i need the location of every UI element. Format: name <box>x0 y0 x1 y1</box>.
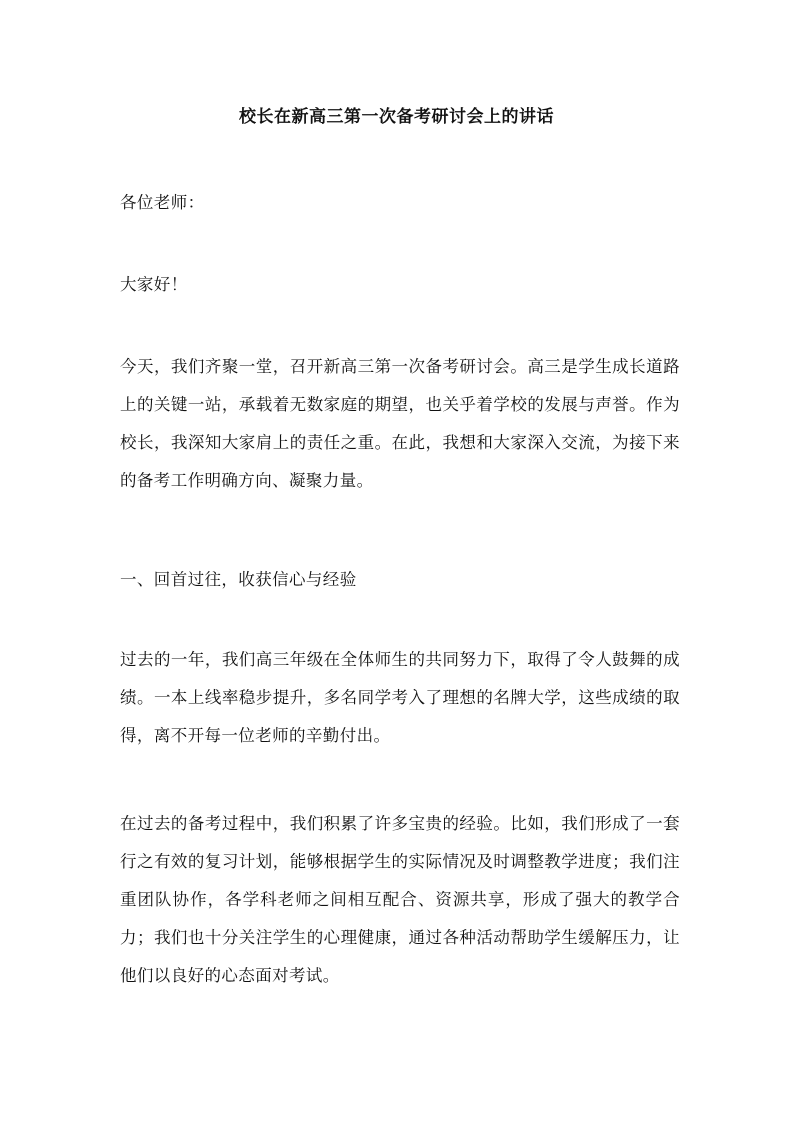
salutation: 各位老师： <box>120 193 205 212</box>
paragraph-opening: 今天，我们齐聚一堂，召开新高三第一次备考研讨会。高三是学生成长道路上的关键一站，承载着无数家庭的期望，也关乎着学校的发展与声誉。作为校长，我深知大家肩上的责任之重。在此，我想和大家深入交流，为接下来的备考工作明确方向、凝聚力量。 <box>120 357 680 490</box>
paragraph-achievements: 过去的一年，我们高三年级在全体师生的共同努力下，取得了令人鼓舞的成绩。一本上线率稳步提升，多名同学考入了理想的名牌大学，这些成绩的取得，离不开每一位老师的辛勤付出。 <box>120 650 680 745</box>
section-heading-1: 一、回首过往，收获信心与经验 <box>120 570 357 589</box>
paragraph-experience: 在过去的备考过程中，我们积累了许多宝贵的经验。比如，我们形成了一套行之有效的复习计划，能够根据学生的实际情况及时调整教学进度；我们注重团队协作，各学科老师之间相互配合、资源共享，形成了强大的教学合力；我们也十分关注学生的心理健康，通过各种活动帮助学生缓解压力，让他们以良好的心态面对考试。 <box>120 814 680 985</box>
page-title: 校长在新高三第一次备考研讨会上的讲话 <box>239 107 554 127</box>
greeting: 大家好！ <box>120 275 188 294</box>
